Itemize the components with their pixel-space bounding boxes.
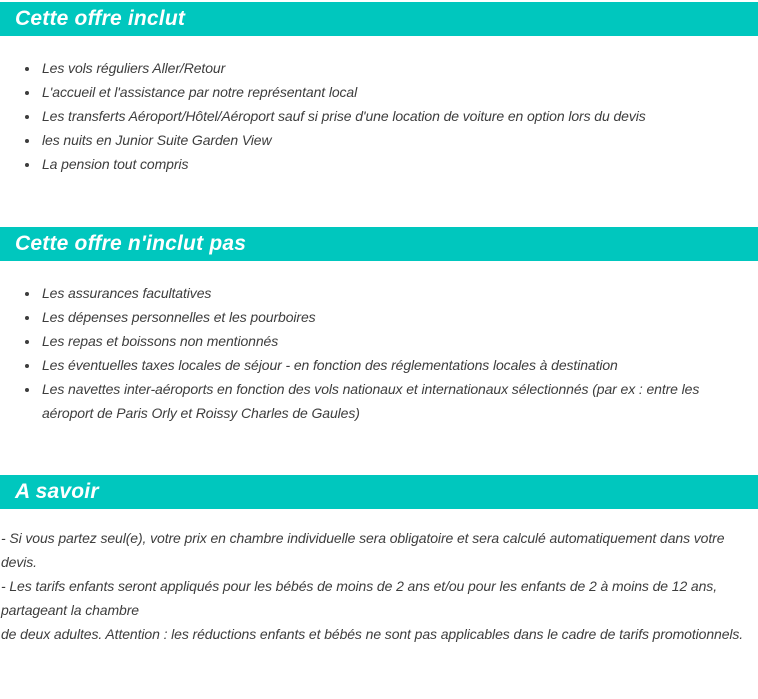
list-item: • La pension tout compris [40,152,743,176]
section-header-good-to-know [0,475,758,509]
list-item: • Les assurances facultatives [40,281,743,305]
section-header-includes [0,2,758,36]
section-title-excludes: Cette offre n'inclut pas [15,232,247,255]
section-good-to-know [0,475,758,646]
paragraph-line: de deux adultes. Attention : les réductions enfants et bébés ne sont pas applicables dans le cadre de tarifs promotionnels. [1,626,744,642]
section-title-includes: Cette offre inclut [15,7,186,30]
section-title-good-to-know: A savoir [15,480,99,503]
excludes-list [0,281,758,425]
section-offer-excludes [0,227,758,425]
list-item: • Les éventuelles taxes locales de séjour - en fonction des réglementations locales à destination [40,353,743,377]
list-item: • Les transferts Aéroport/Hôtel/Aéroport sauf si prise d'une location de voiture en option lors du devis [40,104,743,128]
list-item: • Les navettes inter-aéroports en fonction des vols nationaux et internationaux sélectionnés (par ex : entre les aéroport de Paris Orly et Roissy Charles de Gaules) [40,377,743,425]
good-to-know-text [0,526,758,646]
list-item: • les nuits en Junior Suite Garden View [40,128,743,152]
section-offer-includes [0,2,758,176]
list-item: • Les repas et boissons non mentionnés [40,329,743,353]
includes-list [0,56,758,176]
list-item: • Les vols réguliers Aller/Retour [40,56,743,80]
paragraph-line: - Les tarifs enfants seront appliqués pour les bébés de moins de 2 ans et/ou pour les enfants de 2 à moins de 12 ans, partageant la chambre [1,578,717,618]
list-item: • Les dépenses personnelles et les pourboires [40,305,743,329]
section-header-excludes [0,227,758,261]
paragraph-line: - Si vous partez seul(e), votre prix en chambre individuelle sera obligatoire et sera calculé automatiquement dans votre devis. [1,530,725,570]
list-item: • L'accueil et l'assistance par notre représentant local [40,80,743,104]
